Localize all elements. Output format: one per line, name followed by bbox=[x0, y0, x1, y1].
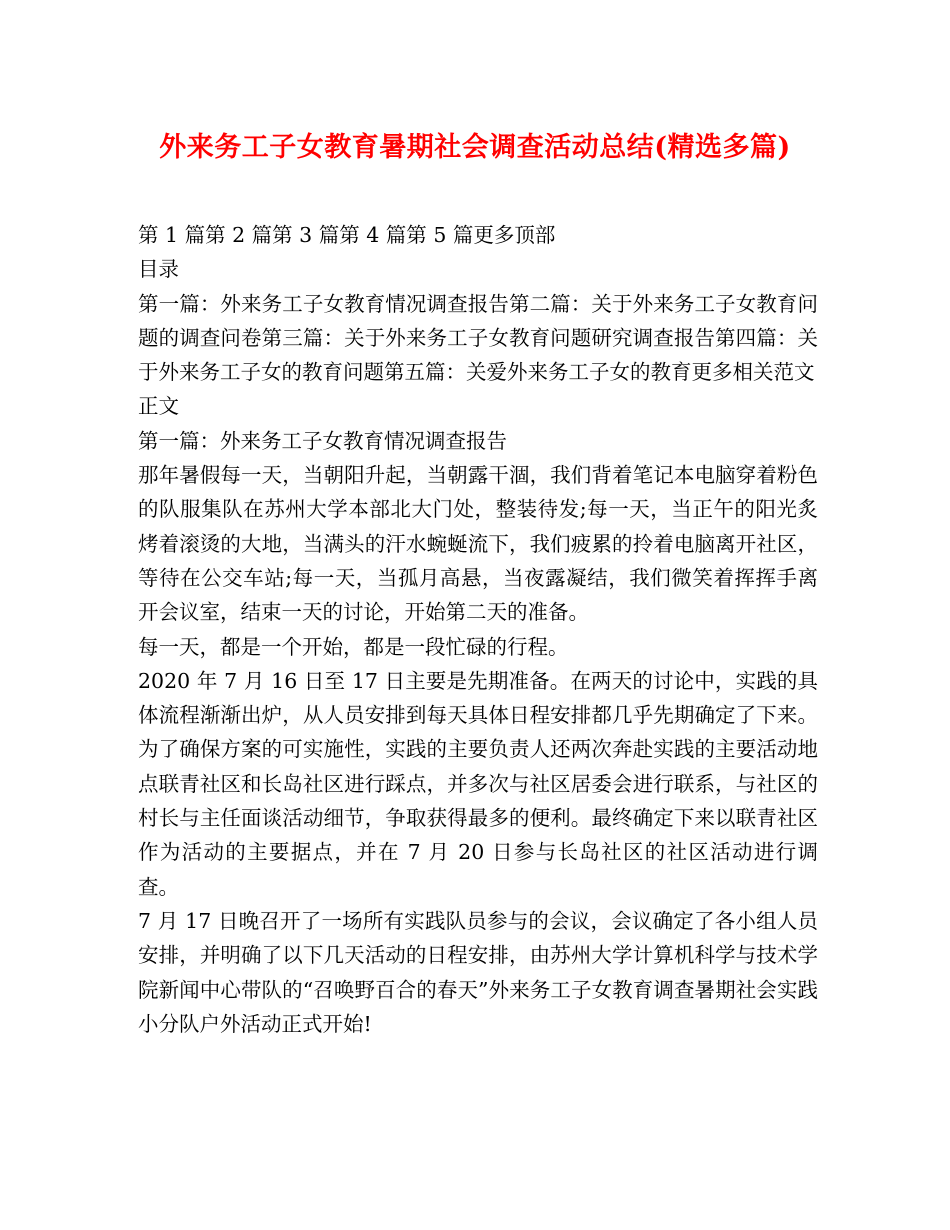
toc-text: 第一篇：外来务工子女教育情况调查报告第二篇：关于外来务工子女教育问题的调查问卷第三篇：关于外来务工子女教育问题研究调查报告第四篇：关于外来务工子女的教育问题第五篇：关爱外来务工子女的教育更多相关范文 bbox=[138, 291, 818, 385]
paragraph: 7 月 17 日晚召开了一场所有实践队员参与的会议，会议确定了各小组人员安排，并明确了以下几天活动的日程安排，由苏州大学计算机科学与技术学院新闻中心带队的“召唤野百合的春天”外来务工子女教育调查暑期社会实践小分队户外活动正式开始! bbox=[138, 908, 818, 1036]
toc-heading: 目录 bbox=[138, 257, 179, 282]
paragraph: 那年暑假每一天，当朝阳升起，当朝露干涸，我们背着笔记本电脑穿着粉色的队服集队在苏州大学本部北大门处，整装待发;每一天，当正午的阳光炙烤着滚烫的大地，当满头的汗水蜿蜒流下，我们疲累的拎着电脑离开社区，等待在公交车站;每一天，当孤月高悬，当夜露凝结，我们微笑着挥挥手离开会议室，结束一天的讨论，开始第二天的准备。 bbox=[138, 463, 818, 625]
document-title: 外来务工子女教育暑期社会调查活动总结(精选多篇) bbox=[159, 132, 791, 163]
article-title: 第一篇：外来务工子女教育情况调查报告 bbox=[138, 428, 507, 453]
paragraph: 2020 年 7 月 16 日至 17 日主要是先期准备。在两天的讨论中，实践的具体流程渐渐出炉，从人员安排到每天具体日程安排都几乎先期确定了下来。为了确保方案的可实施性，实践的主要负责人还两次奔赴实践的主要活动地点联青社区和长岛社区进行踩点，并多次与社区居委会进行联系，与社区的村长与主任面谈活动细节，争取获得最多的便利。最终确定下来以联青社区作为活动的主要据点，并在 7 月 20 日参与长岛社区的社区活动进行调查。 bbox=[138, 668, 818, 899]
document-body bbox=[138, 218, 818, 1041]
paragraph: 每一天，都是一个开始，都是一段忙碌的行程。 bbox=[138, 634, 569, 659]
body-heading: 正文 bbox=[138, 394, 179, 419]
section-nav-line: 第 1 篇第 2 篇第 3 篇第 4 篇第 5 篇更多顶部 bbox=[138, 223, 556, 247]
